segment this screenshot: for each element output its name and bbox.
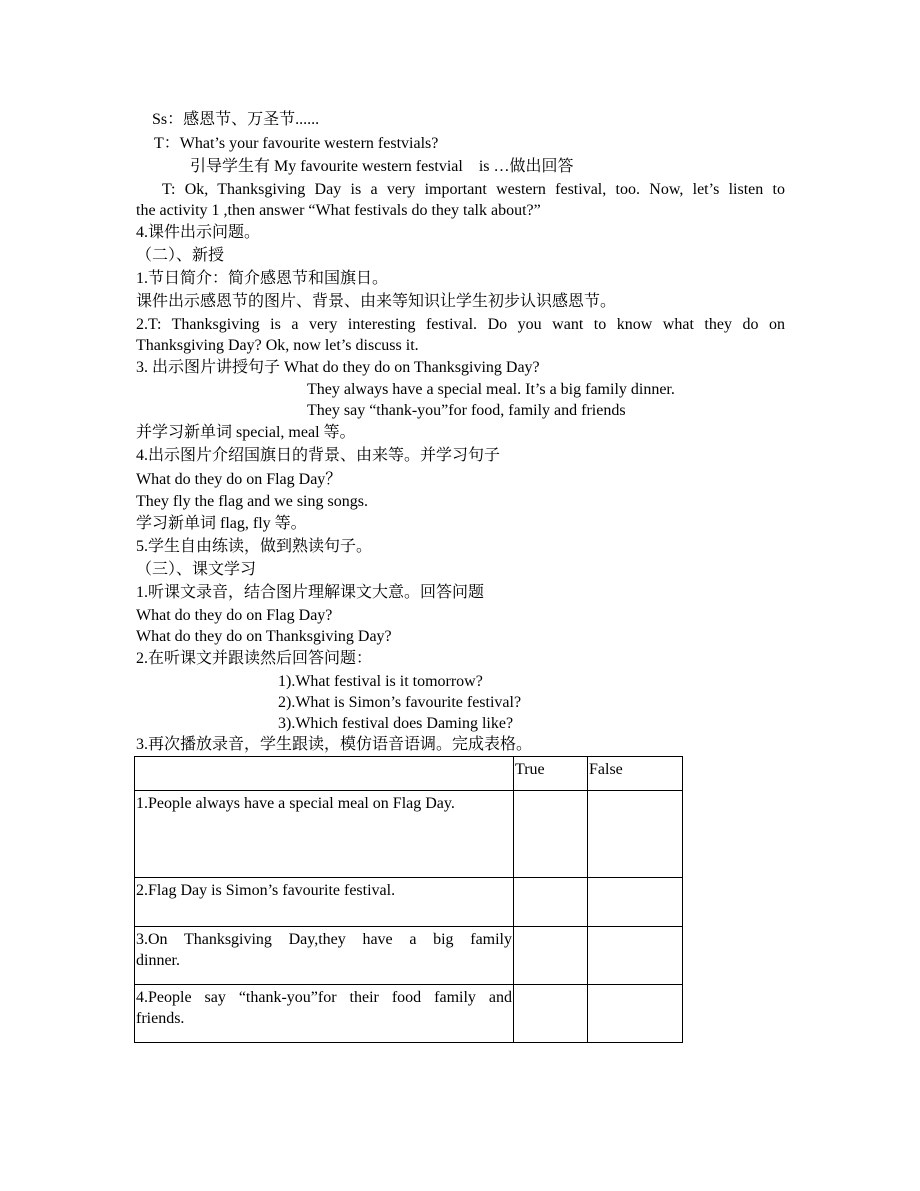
header-false-cell: False xyxy=(588,757,683,791)
statement-text-cont: friends. xyxy=(136,1010,185,1027)
guide-answer-line: 引导学生有 My favourite western festvial is …做出回答 xyxy=(190,158,574,175)
false-answer-cell[interactable] xyxy=(588,791,683,878)
false-answer-cell[interactable] xyxy=(588,985,683,1043)
statement-cell xyxy=(135,878,514,927)
true-answer-cell[interactable] xyxy=(514,791,588,878)
flag-day-question-2: What do they do on Flag Day? xyxy=(136,607,333,624)
flag-day-answer-line: They fly the flag and we sing songs. xyxy=(136,493,368,510)
sentence-special-meal: They always have a special meal. It’s a big family dinner. xyxy=(307,381,675,398)
complete-table-line: 3.再次播放录音，学生跟读，模仿语音语调。完成表格。 xyxy=(136,736,533,753)
teacher-question-line: T：What’s your favourite western festvials? xyxy=(154,135,439,152)
header-true-cell: True xyxy=(514,757,588,791)
question-1: 1).What festival is it tomorrow? xyxy=(278,673,483,690)
courseware-line: 课件出示感恩节的图片、背景、由来等知识让学生初步认识感恩节。 xyxy=(136,293,617,310)
statement-cell xyxy=(135,927,514,985)
statement-text: 2.Flag Day is Simon’s favourite festival. xyxy=(136,882,396,899)
practice-line: 5.学生自由练读，做到熟读句子。 xyxy=(136,538,373,555)
table-row xyxy=(135,791,683,878)
flag-day-question-line: What do they do on Flag Day？ xyxy=(136,471,342,488)
read-along-line: 2.在听课文并跟读然后回答问题： xyxy=(136,650,373,667)
statement-text: 3.On Thanksgiving Day,they have a big family xyxy=(136,931,512,948)
table-header-row xyxy=(135,757,683,791)
statement-text: 4.People say “thank-you”for their food family and xyxy=(136,989,512,1006)
flag-day-intro-line: 4.出示图片介绍国旗日的背景、由来等。并学习句子 xyxy=(136,447,501,464)
false-answer-cell[interactable] xyxy=(588,878,683,927)
sentence-thank-you: They say “thank-you”for food, family and friends xyxy=(307,402,626,419)
new-words-line-2: 学习新单词 flag, fly 等。 xyxy=(136,515,307,532)
new-words-line-1: 并学习新单词 special, meal 等。 xyxy=(136,424,356,441)
question-3: 3).Which festival does Daming like? xyxy=(278,715,514,732)
step-4-line: 4.课件出示问题。 xyxy=(136,224,261,241)
section-3-heading: （三）、课文学习 xyxy=(136,561,257,578)
teacher-intro-line-2: the activity 1 ,then answer “What festivals do they talk about?” xyxy=(136,202,541,219)
true-answer-cell[interactable] xyxy=(514,985,588,1043)
discussion-line-2: Thanksgiving Day? Ok, now let’s discuss it. xyxy=(136,337,419,354)
table-row xyxy=(135,927,683,985)
statement-text: 1.People always have a special meal on Flag Day. xyxy=(136,795,455,812)
discussion-line-1: 2.T: Thanksgiving is a very interesting festival. Do you want to know what they do on xyxy=(136,316,785,333)
true-false-table xyxy=(134,756,683,1043)
section-2-heading: （二）、新授 xyxy=(136,247,225,264)
header-statement-cell xyxy=(135,757,514,791)
table-row xyxy=(135,985,683,1043)
table-row xyxy=(135,878,683,927)
statement-cell xyxy=(135,985,514,1043)
teacher-intro-line-1: T: Ok, Thanksgiving Day is a very important western festival, too. Now, let’s listen to xyxy=(162,181,785,198)
teach-sentence-line: 3. 出示图片讲授句子 What do they do on Thanksgiving Day? xyxy=(136,359,540,376)
listen-recording-line: 1.听课文录音，结合图片理解课文大意。回答问题 xyxy=(136,584,485,601)
statement-cell xyxy=(135,791,514,878)
question-2: 2).What is Simon’s favourite festival? xyxy=(278,694,522,711)
festival-intro-line: 1.节日简介：简介感恩节和国旗日。 xyxy=(136,270,389,287)
true-answer-cell[interactable] xyxy=(514,927,588,985)
statement-text-cont: dinner. xyxy=(136,952,180,969)
student-answer-line: Ss：感恩节、万圣节...... xyxy=(152,111,320,128)
false-answer-cell[interactable] xyxy=(588,927,683,985)
thanksgiving-question: What do they do on Thanksgiving Day? xyxy=(136,628,392,645)
true-answer-cell[interactable] xyxy=(514,878,588,927)
